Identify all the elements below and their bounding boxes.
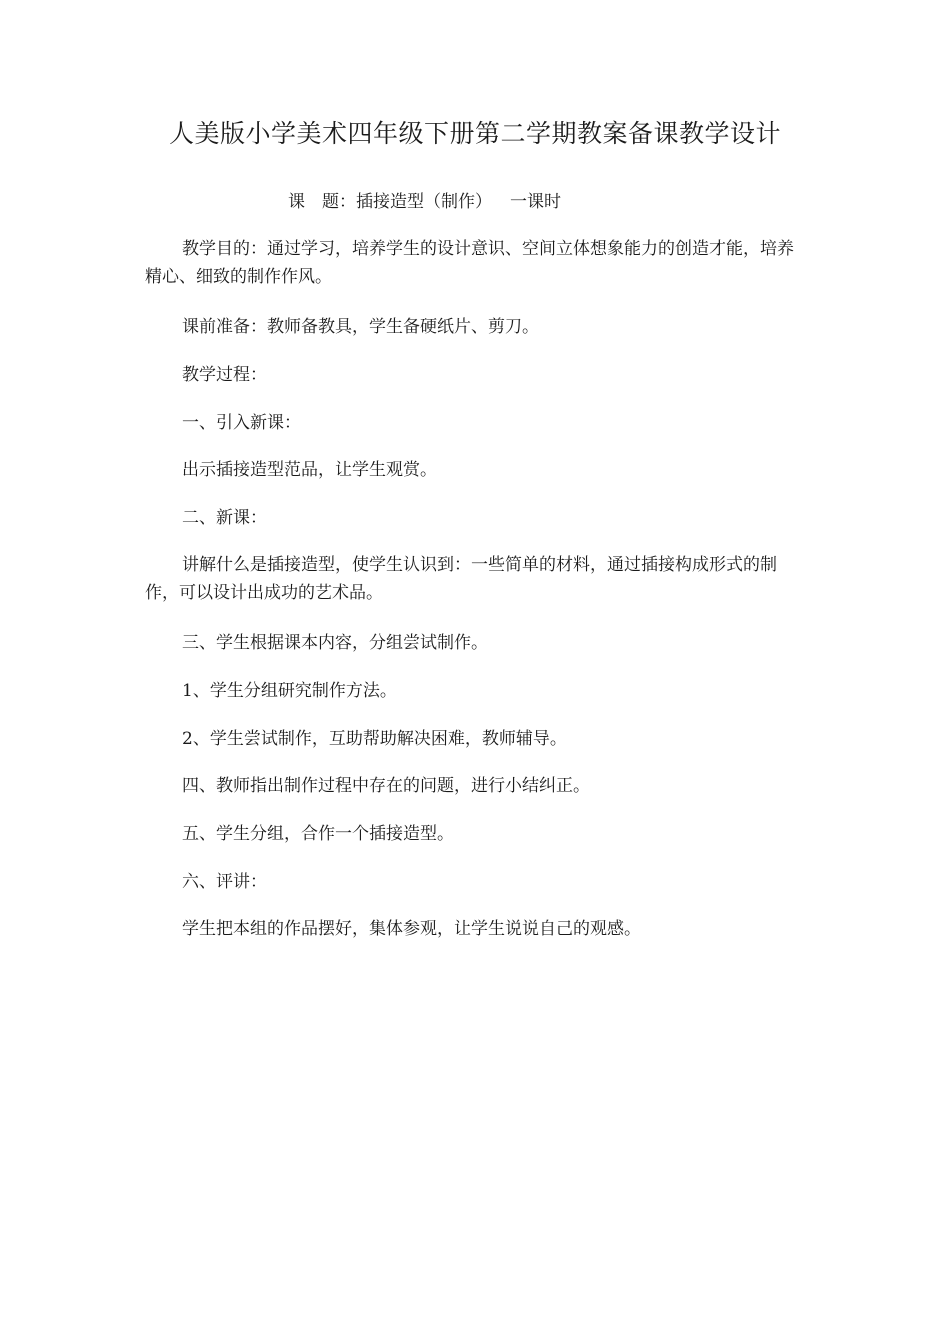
step1-heading: 一、引入新课： (182, 413, 301, 433)
step2-body: 讲解什么是插接造型，使学生认识到：一些简单的材料，通过插接构成形式的制作，可以设计出成功的艺术品。 (145, 555, 777, 603)
step6-body: 学生把本组的作品摆好，集体参观，让学生说说自己的观感。 (182, 919, 641, 939)
step5-heading: 五、学生分组，合作一个插接造型。 (182, 824, 454, 844)
step6-heading: 六、评讲： (182, 872, 267, 892)
lesson-preparation: 课前准备：教师备教具，学生备硬纸片、剪刀。 (182, 317, 539, 337)
step1-body: 出示插接造型范品，让学生观赏。 (182, 460, 437, 480)
step2-heading: 二、新课： (182, 508, 267, 528)
step3-item1: 1、学生分组研究制作方法。 (182, 681, 397, 701)
step3-item2: 2、学生尝试制作，互助帮助解决困难，教师辅导。 (182, 729, 567, 749)
teaching-objective: 教学目的：通过学习，培养学生的设计意识、空间立体想象能力的创造才能，培养精心、细致的制作作风。 (145, 239, 794, 287)
subject-topic: 插接造型（制作） (356, 192, 492, 212)
subject-label: 课 题： (288, 192, 356, 212)
process-heading: 教学过程： (182, 365, 267, 385)
step3-heading: 三、学生根据课本内容，分组尝试制作。 (182, 633, 488, 653)
lesson-subject (288, 188, 561, 216)
step4-heading: 四、教师指出制作过程中存在的问题，进行小结纠正。 (182, 776, 590, 796)
subject-duration: 一课时 (510, 192, 561, 212)
document-title: 人美版小学美术四年级下册第二学期教案备课教学设计 (168, 119, 781, 148)
